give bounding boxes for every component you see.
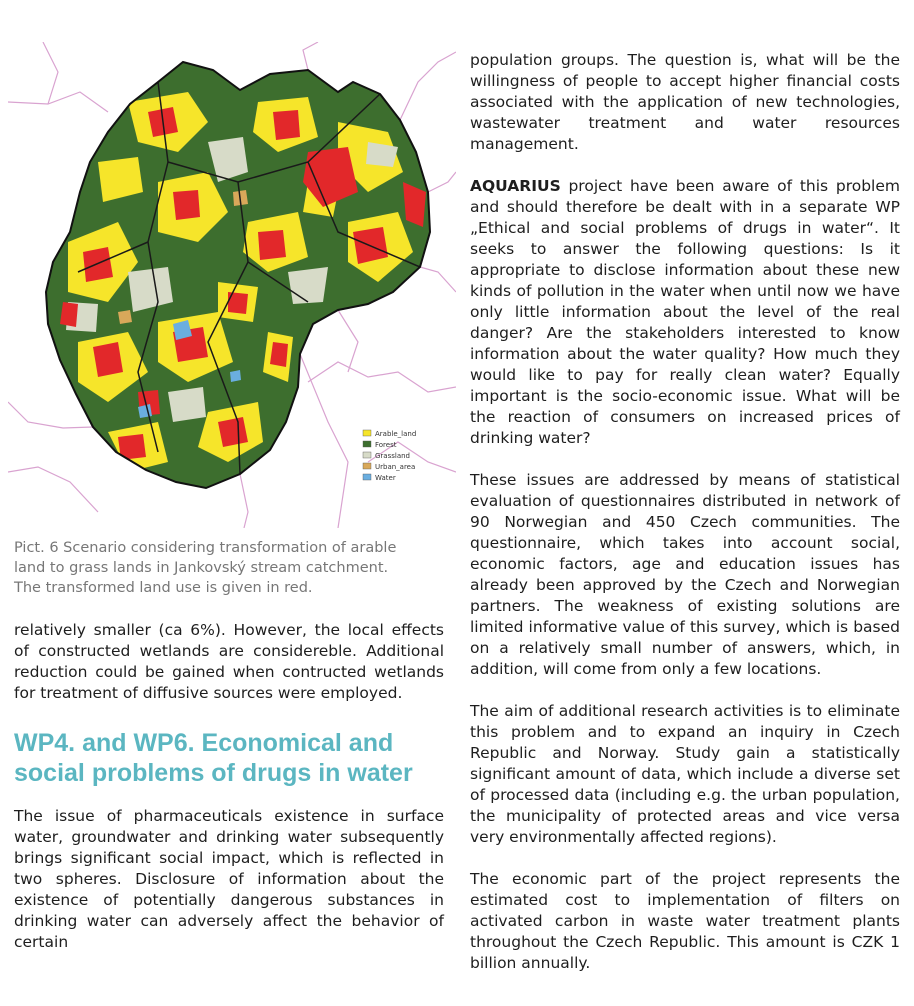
- legend-label-forest: Forest: [375, 441, 397, 449]
- map-legend: [363, 430, 416, 482]
- legend-label-urban: Urban_area: [375, 463, 416, 471]
- paragraph-wetlands: relatively smaller (ca 6%). However, the local effects of constructed wetlands are considereble. Additional reduction could be gained when contructed wetlands for treatment of diffusive sources were employed.: [14, 621, 444, 702]
- paragraph-research-aim: The aim of additional research activities is to eliminate this problem and to expand an inquiry in Czech Republic and Norway. Study gain a statistically significant amount of data, which include a diverse set of processed data (including e.g. the urban population, the municipality of protected areas and vice versa very environmentally affected regions).: [470, 702, 900, 846]
- left-column-top: [14, 620, 444, 704]
- right-column: [470, 50, 900, 995]
- paragraph-questionnaires: These issues are addressed by means of statistical evaluation of questionnaires distributed in network of 90 Norwegian and 450 Czech communities. The questionnaire, which takes into account social, economic factors, age and education issues has already been approved by the Czech and Norwegian partners. The weakness of existing solutions are limited informative value of this survey, which is based on a relatively small number of answers, which, in addition, will come from only a few locations.: [470, 471, 900, 678]
- aquarius-paragraph-text: project have been aware of this problem and should therefore be dealt with in a separate WP „Ethical and social problems of drugs in water“. It seeks to answer the following questions: Is it appropriate to disclose information about these new kinds of pollution in the water when until now we have only little information about the level of the real danger? Are the stakeholders interested to know information about the water quality? How much they would like to pay for really clean water? Equally important is the socio-economic issue. What will be the reaction of consumers on increased prices of drinking water?: [470, 177, 900, 447]
- legend-label-water: Water: [375, 474, 396, 482]
- paragraph-issue: The issue of pharmaceuticals existence in surface water, groundwater and drinking water subsequently brings significant social impact, which is reflected in two spheres. Disclosure of information about the existence of potentially dangerous substances in drinking water can adversely affect the behavior of certain: [14, 807, 444, 951]
- paragraph-population-groups: population groups. The question is, what will be the willingness of people to accept higher financial costs associated with the application of new technologies, wastewater treatment and water resources management.: [470, 51, 900, 153]
- legend-label-arable: Arable_land: [375, 430, 417, 438]
- paragraph-aquarius: [470, 176, 900, 449]
- left-column-bottom: [14, 806, 444, 953]
- section-heading: WP4. and WP6. Economical and social problems of drugs in water: [14, 729, 413, 787]
- figure-caption: Pict. 6 Scenario considering transformation of arable land to grass lands in Jankovský stream catchment. The transformed land use is given in red.: [14, 540, 397, 596]
- aquarius-bold-label: AQUARIUS: [470, 177, 561, 195]
- paragraph-economic-part: The economic part of the project represents the estimated cost to implementation of filters on activated carbon in waste water treatment plants throughout the Czech Republic. This amount is CZK 1 billion annually.: [470, 870, 900, 972]
- legend-label-grassland: Grassland: [375, 452, 410, 460]
- land-use-map-figure: [8, 42, 456, 528]
